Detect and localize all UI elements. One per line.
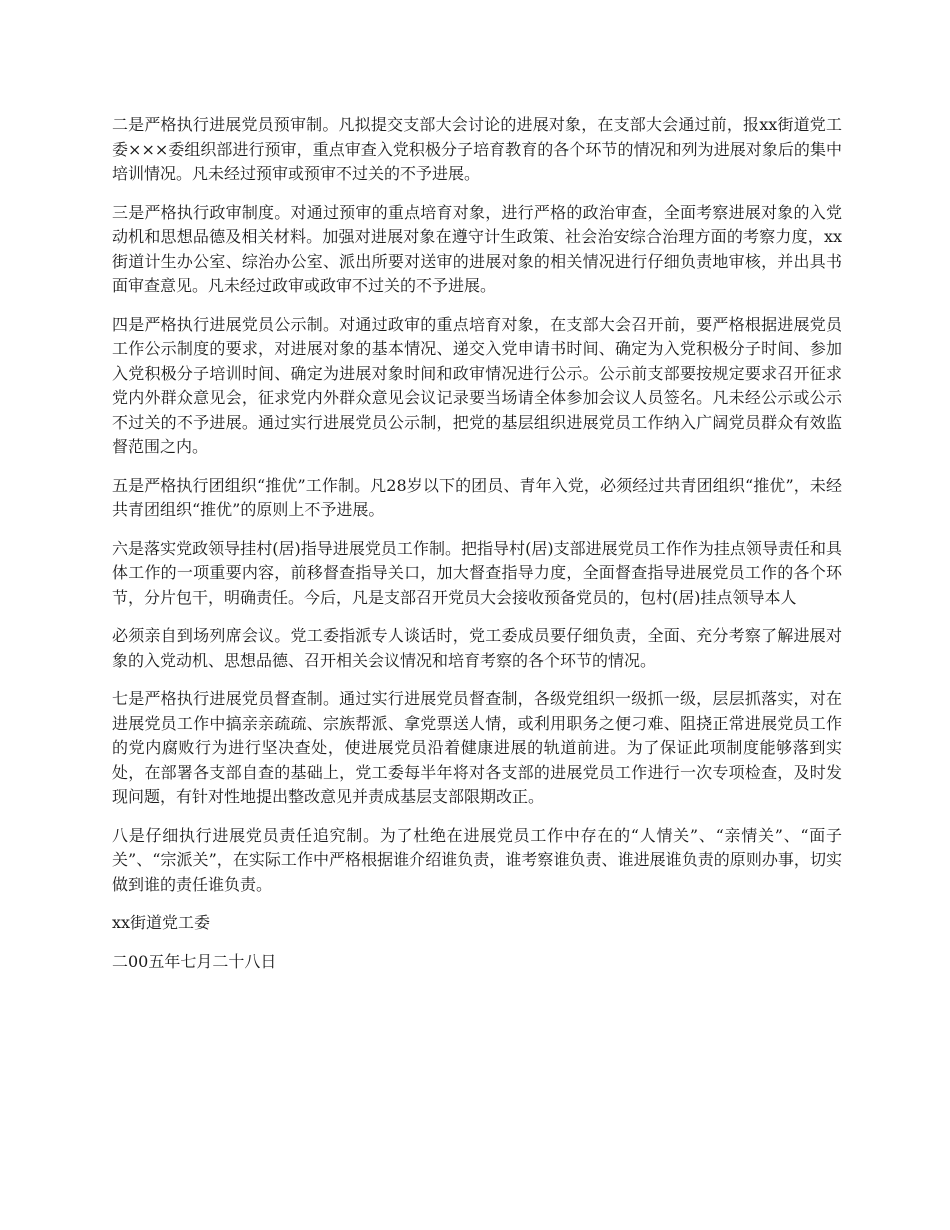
signature: xx街道党工委 [112, 913, 211, 932]
paragraph-4-public-notice: 四是严格执行进展党员公示制。对通过政审的重点培育对象，在支部大会召开前，要严格根据进展党员工作公示制度的要求，对进展对象的基本情况、递交入党申请书时间、确定为入党积极分子时间、参加入党积极分子培训时间、确定为进展对象时间和政审情况进行公示。公示前支部要按规定要求召开征求党内外群众意见会，征求党内外群众意见会议记录要当场请全体参加会议人员签名。凡未经公示或公示不过关的不予进展。通过实行进展党员公示制，把党的基层组织进展党员工作纳入广阔党员群众有效监督范围之内。 [112, 314, 842, 456]
document-date: 二00五年七月二十八日 [112, 951, 277, 971]
paragraph-8-accountability: 八是仔细执行进展党员责任追究制。为了杜绝在进展党员工作中存在的“人情关”、“亲情关”、“面子关”、“宗派关”，在实际工作中严格根据谁介绍谁负责，谁考察谁负责、谁进展谁负责的原则办事，切实做到谁的责任谁负责。 [112, 825, 842, 894]
paragraph-3-political-review: 三是严格执行政审制度。对通过预审的重点培育对象，进行严格的政治审查，全面考察进展对象的入党动机和思想品德及相关材料。加强对进展对象在遵守计生政策、社会治安综合治理方面的考察力度，xx街道计生办公室、综治办公室、派出所要对送审的进展对象的相关情况进行仔细负责地审核，并出具书面审查意见。凡未经过政审或政审不过关的不予进展。 [112, 202, 842, 295]
paragraph-6-continued: 必须亲自到场列席会议。党工委指派专人谈话时，党工委成员要仔细负责，全面、充分考察了解进展对象的入党动机、思想品德、召开相关会议情况和培育考察的各个环节的情况。 [112, 626, 842, 670]
paragraph-7-supervision: 七是严格执行进展党员督查制。通过实行进展党员督查制，各级党组织一级抓一级，层层抓落实，对在进展党员工作中搞亲亲疏疏、宗族帮派、拿党票送人情，或利用职务之便刁难、阻挠正常进展党员工作的党内腐败行为进行坚决查处，使进展党员沿着健康进展的轨道前进。为了保证此项制度能够落到实处，在部署各支部自查的基础上，党工委每半年将对各支部的进展党员工作进行一次专项检查，及时发现问题，有针对性地提出整改意见并责成基层支部限期改正。 [112, 689, 842, 806]
paragraph-2-preliminary-review: 二是严格执行进展党员预审制。凡拟提交支部大会讨论的进展对象，在支部大会通过前，报xx街道党工委×××委组织部进行预审，重点审查入党积极分子培育教育的各个环节的情况和列为进展对象后的集中培训情况。凡未经过预审或预审不过关的不予进展。 [112, 115, 842, 183]
document-body [112, 113, 842, 988]
paragraph-5-youth-league: 五是严格执行团组织“推优”工作制。凡28岁以下的团员、青年入党，必须经过共青团组织“推优”，未经共青团组织“推优”的原则上不予进展。 [112, 475, 842, 519]
paragraph-6-leader-guidance: 六是落实党政领导挂村(居)指导进展党员工作制。把指导村(居)支部进展党员工作作为挂点领导责任和具体工作的一项重要内容，前移督查指导关口，加大督查指导力度，全面督查指导进展党员工作的各个环节，分片包干，明确责任。今后，凡是支部召开党员大会接收预备党员的，包村(居)挂点领导本人 [112, 538, 842, 607]
